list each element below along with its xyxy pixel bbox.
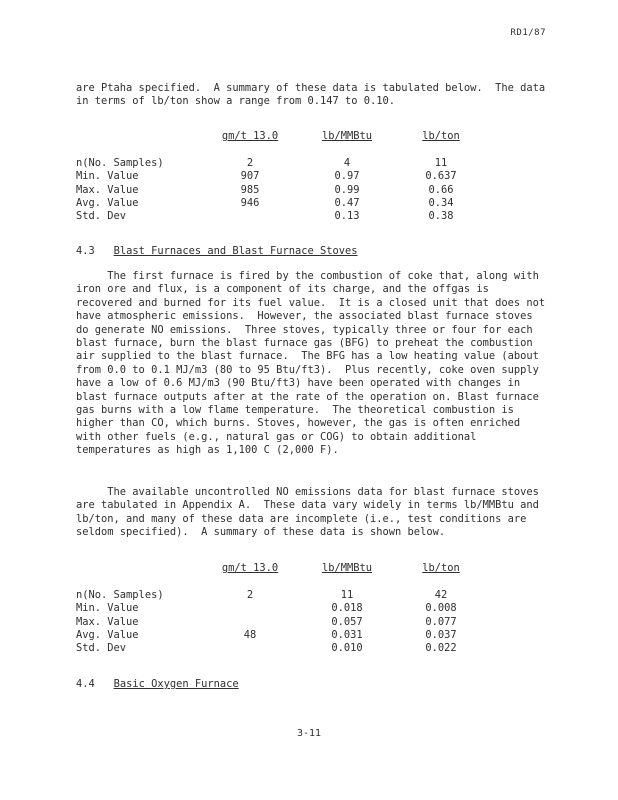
table-cell: 4 [343,156,351,169]
table-row [76,602,484,615]
table-row [76,629,484,642]
table-cell: 0.077 [425,615,457,628]
column-header: gm/t 13.0 [221,562,279,574]
column-header: gm/t 13.0 [221,130,279,142]
table-cell: 0.637 [425,170,457,183]
table-cell [204,642,296,655]
row-label: Max. Value [76,183,139,196]
table-cell: 11 [340,588,354,601]
row-label: Min. Value [76,602,139,615]
table-cell: 946 [240,196,260,209]
table-cell: 2 [246,588,254,601]
table-row [76,616,484,629]
section-title: Blast Furnaces and Blast Furnace Stoves [113,245,358,257]
body-paragraph: The first furnace is fired by the combustion of coke that, along with iron ore and flux, is a component of its charge, and the offgas is recovered and burned for its fuel value. It is a closed unit that does not have atmospheric emissions. However, the associated blast furnace stoves do generate NO emissions. Three stoves, typically three or four for each blast furnace, burn the blast furnace gas (BFG) to preheat the combustion air supplied to the blast furnace. The BFG has a low heating value (about from 0.0 to 0.1 MJ/m3 (80 to 95 Btu/ft3). Plus recently, coke oven supply have a low of 0.6 MJ/m3 (90 Btu/ft3) have been operated with changes in blast furnace outputs after at the rate of the operation on. Blast furnace gas burns with a low flame temperature. The theoretical combustion is higher than CO, which burns. Stoves, however, the gas is often enriched with other fuels (e.g., natural gas or COG) to obtain additional temperatures as high as 1,100 C (2,000 F). [76,270,552,457]
section-number: 4.3 [76,245,95,257]
row-label: Max. Value [76,615,139,628]
table-cell: 0.010 [331,642,363,655]
section-number: 4.4 [76,678,95,690]
section-heading [76,678,239,690]
table-cell: 0.057 [331,615,363,628]
table-cell [204,602,296,615]
table-cell: 0.018 [331,602,363,615]
table-row [76,184,484,197]
row-label: Std. Dev [76,642,127,655]
table-cell: 907 [240,170,260,183]
table-cell: 0.037 [425,628,457,641]
row-label: Min. Value [76,170,139,183]
document-id: RD1/87 [510,28,546,38]
section-title: Basic Oxygen Furnace [113,678,239,690]
intro-paragraph: are Ptaha specified. A summary of these data is tabulated below. The data in terms of lb/ton show a range from 0.147 to 0.10. [76,82,552,108]
summary-table-2 [76,562,484,656]
table-cell: 0.99 [334,183,360,196]
table-cell: 48 [243,628,257,641]
column-header: lb/ton [422,130,460,142]
table-row [76,589,484,602]
table-row [76,210,484,223]
table-cell: 0.47 [334,196,360,209]
table-row [76,197,484,210]
table-cell: 0.66 [428,183,454,196]
row-label: n(No. Samples) [76,588,164,601]
row-label: n(No. Samples) [76,156,164,169]
table-cell [204,616,296,629]
table-cell: 0.031 [331,628,363,641]
column-header: lb/MMBtu [321,562,373,574]
table-cell: 42 [434,588,448,601]
column-header: lb/ton [422,562,460,574]
column-header: lb/MMBtu [321,130,373,142]
row-label: Std. Dev [76,210,127,223]
table-cell: 0.022 [425,642,457,655]
table-cell: 2 [246,156,254,169]
table-cell: 985 [240,183,260,196]
table-cell: 0.97 [334,170,360,183]
section-heading [76,245,358,257]
table-cell: 0.13 [334,210,360,223]
table-header-row [76,130,484,143]
table-cell: 0.38 [428,210,454,223]
row-label: Avg. Value [76,196,139,209]
table-cell: 0.34 [428,196,454,209]
table-row [76,157,484,170]
table-row [76,642,484,655]
page-number: 3-11 [296,728,322,739]
table-cell: 0.008 [425,602,457,615]
table-row [76,170,484,183]
table-cell: 11 [434,156,448,169]
table-header-row [76,562,484,575]
summary-table-1 [76,130,484,224]
table-cell [204,210,296,223]
row-label: Avg. Value [76,628,139,641]
body-paragraph: The available uncontrolled NO emissions data for blast furnace stoves are tabulated in Appendix A. These data vary widely in terms lb/MMBtu and lb/ton, and many of these data are incomplete (i.e., test conditions are seldom specified). A summary of these data is shown below. [76,486,546,539]
